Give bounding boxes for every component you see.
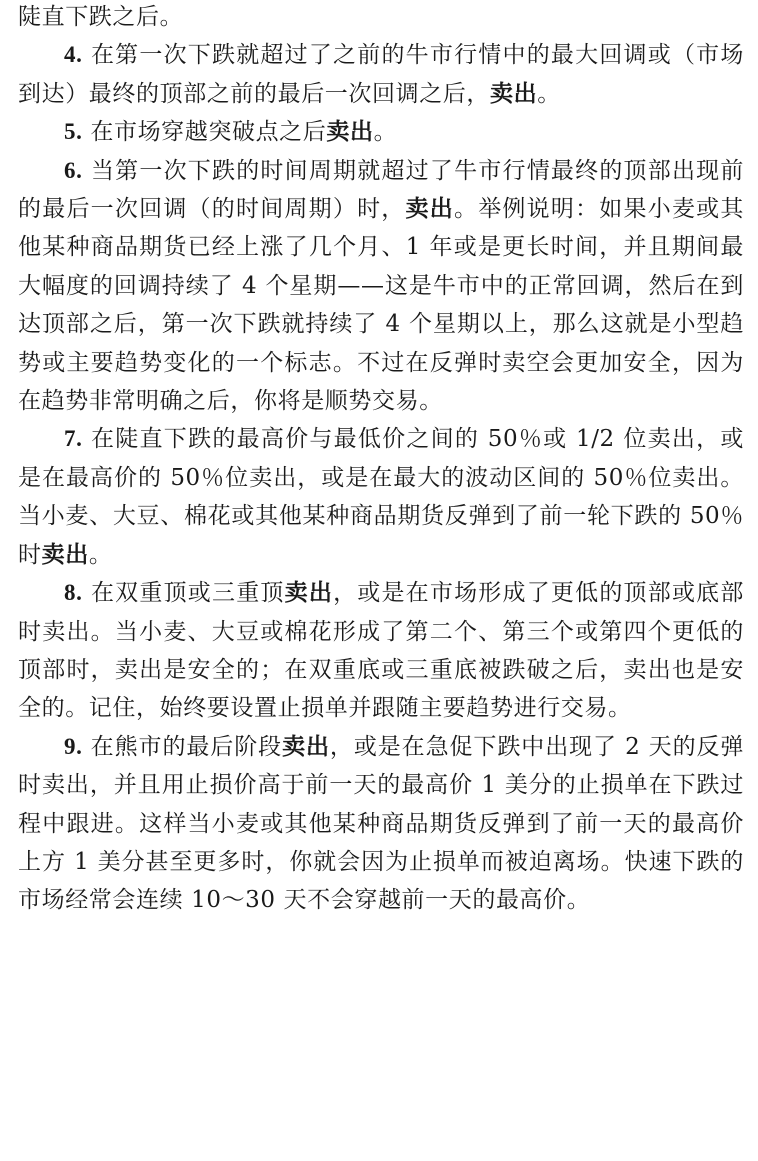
text-run: 在第一次下跌就超过了之前的牛市行情中的最大回调或（市场到达）最终的顶部之前的最后一次回调之后， bbox=[18, 42, 744, 107]
paragraph-rule-4 bbox=[18, 36, 744, 113]
paragraph-rule-8 bbox=[18, 574, 744, 728]
text-run: ，或是在急促下跌中出现了 2 天的反弹时卖出，并且用止损价高于前一天的最高价 1 美分的止损单在下跌过程中跟进。这样当小麦或其他某种商品期货反弹到了前一天的最高价上方 1 美分甚至更多时，你就会因为止损单而被迫离场。快速下跌的市场经常会连续 10～30 天不会穿越前一天的最高价。 bbox=[18, 733, 745, 914]
bold-keyword-sell: 卖出 bbox=[326, 119, 374, 146]
text-run: 在双重顶或三重顶 bbox=[82, 580, 285, 607]
bold-keyword-sell: 卖出 bbox=[405, 196, 454, 223]
paragraph-continuation bbox=[18, 0, 744, 36]
text-run: 。举例说明：如果小麦或其他某种商品期货已经上涨了几个月、1 年或是更长时间，并且期间最大幅度的回调持续了 4 个星期——这是牛市中的正常回调，然后在到达顶部之后，第一次下跌就持续了 4 个星期以上，那么这就是小型趋势或主要趋势变化的一个标志。不过在反弹时卖空会更加安全，因为在趋势非常明确之后，你将是顺势交易。 bbox=[18, 196, 745, 415]
rule-number: 6. bbox=[64, 157, 83, 183]
rule-number: 7. bbox=[64, 426, 83, 452]
rule-number: 9. bbox=[64, 733, 83, 759]
text-run: 。 bbox=[88, 541, 113, 568]
bold-keyword-sell: 卖出 bbox=[490, 80, 538, 107]
paragraph-rule-5 bbox=[18, 113, 744, 151]
text-run: ，或是在市场形成了更低的顶部或底部时卖出。当小麦、大豆或棉花形成了第二个、第三个或第四个更低的顶部时，卖出是安全的；在双重底或三重底被跌破之后，卖出也是安全的。记住，始终要设置止损单并跟随主要趋势进行交易。 bbox=[18, 580, 744, 722]
text-run: 。 bbox=[373, 119, 398, 146]
text-run: 。 bbox=[537, 80, 561, 107]
bold-keyword-sell: 卖出 bbox=[284, 580, 334, 607]
text-run: 在陡直下跌的最高价与最低价之间的 50％或 1/2 位卖出，或是在最高价的 50％位卖出，或是在最大的波动区间的 50％位卖出。当小麦、大豆、棉花或其他某种商品期货反弹到了前一轮下跌的 50％时 bbox=[18, 426, 744, 568]
text-run: 在市场穿越突破点之后 bbox=[82, 119, 327, 146]
paragraph-rule-7 bbox=[18, 420, 744, 574]
paragraph-rule-9 bbox=[18, 728, 744, 920]
text-run: 陡直下跌之后。 bbox=[18, 4, 184, 30]
paragraph-rule-6 bbox=[18, 152, 744, 421]
bold-keyword-sell: 卖出 bbox=[282, 733, 330, 760]
text-run: 在熊市的最后阶段 bbox=[82, 733, 283, 760]
rule-number: 5. bbox=[64, 119, 83, 145]
rule-number: 8. bbox=[64, 580, 83, 606]
rule-number: 4. bbox=[64, 42, 83, 68]
text-run: 当第一次下跌的时间周期就超过了牛市行情最终的顶部出现前的最后一次回调（的时间周期）时， bbox=[18, 157, 744, 223]
bold-keyword-sell: 卖出 bbox=[41, 541, 89, 568]
